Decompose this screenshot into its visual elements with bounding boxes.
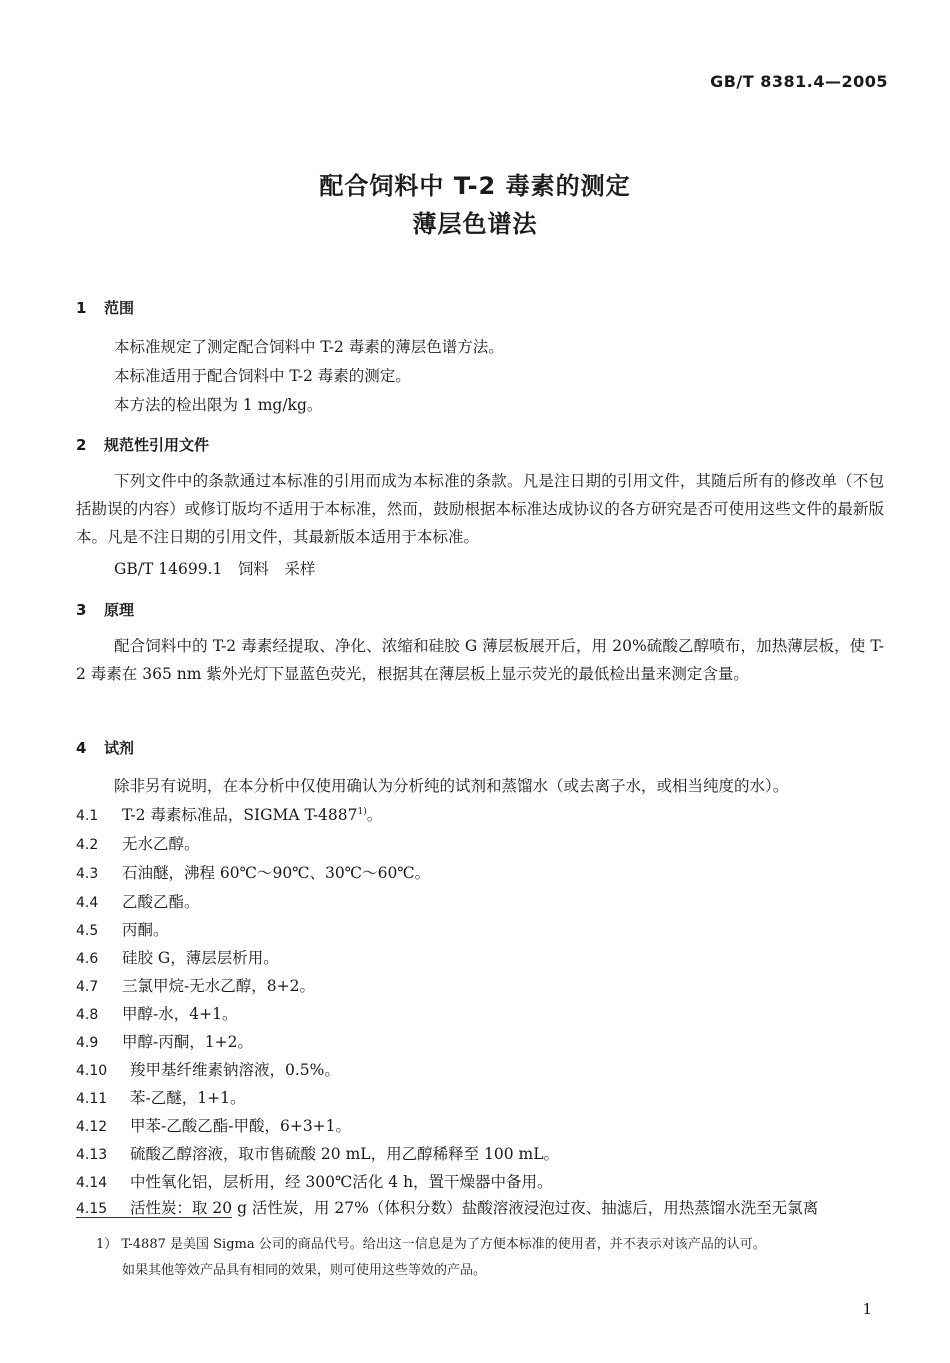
section-number: 2 [76, 436, 87, 454]
reagent-item [76, 803, 382, 825]
reagent-item [76, 1114, 351, 1136]
item-number: 4.1 [76, 808, 99, 824]
item-number: 4.11 [76, 1091, 108, 1107]
item-number: 4.14 [76, 1175, 108, 1191]
item-number: 4.13 [76, 1147, 108, 1163]
reagent-item [76, 1086, 245, 1108]
item-text: 中性氧化铝，层析用，经 300℃活化 4 h，置干燥器中备用。 [130, 1173, 553, 1191]
document-title: 配合饲料中 T-2 毒素的测定 [319, 172, 631, 200]
reagent-item [76, 1002, 237, 1024]
reagent-item [76, 974, 315, 996]
footnote-line: 1） T-4887 是美国 Sigma 公司的商品代号。给出这一信息是为了方便本标准的使用者，并不表示对该产品的认可。 [96, 1237, 766, 1252]
reagent-item [76, 1030, 253, 1052]
section-title: 范围 [104, 299, 135, 317]
normative-reference: GB/T 14699.1 饲料 采样 [114, 560, 316, 578]
item-text: 硅胶 G，薄层层析用。 [122, 949, 279, 967]
reagent-item [76, 946, 279, 968]
item-text: 甲苯-乙酸乙酯-甲酸，6+3+1。 [130, 1117, 352, 1135]
section-number: 3 [76, 601, 87, 619]
item-text: 丙酮。 [122, 921, 169, 939]
item-number: 4.5 [76, 923, 99, 939]
item-text: 羧甲基纤维素钠溶液，0.5%。 [130, 1061, 340, 1079]
section-4-heading [76, 737, 134, 758]
principle-paragraph: 配合饲料中的 T-2 毒素经提取、净化、浓缩和硅胶 G 薄层板展开后，用 20%硫酸乙醇喷布，加热薄层板，使 T-2 毒素在 365 nm 紫外光灯下显蓝色荧光，根据其在薄层板上显示荧光的最低检出量来测定含量。 [76, 637, 884, 683]
item-text: 甲醇-丙酮，1+2。 [122, 1033, 253, 1051]
reagent-item [76, 1142, 559, 1164]
item-number: 4.9 [76, 1035, 99, 1051]
item-number: 4.2 [76, 837, 99, 853]
standard-code: GB/T 8381.4—2005 [710, 72, 888, 91]
item-number: 4.8 [76, 1007, 99, 1023]
item-number: 4.10 [76, 1063, 108, 1079]
page-number: 1 [862, 1300, 872, 1318]
item-text: 无水乙醇。 [122, 835, 200, 853]
section-number: 1 [76, 299, 87, 317]
reagent-item [76, 1196, 818, 1218]
item-text: T-2 毒素标准品，SIGMA T-4887 [122, 806, 358, 824]
document-subtitle: 薄层色谱法 [412, 210, 538, 238]
item-tail: 。 [366, 806, 383, 824]
section-1-heading [76, 297, 134, 318]
footnote-ref: 1) [357, 806, 367, 817]
reagent-item [76, 832, 200, 854]
footnote-rule [76, 1217, 232, 1218]
item-text: 硫酸乙醇溶液，取市售硫酸 20 mL，用乙醇稀释至 100 mL。 [130, 1145, 559, 1163]
section-title: 原理 [104, 601, 135, 619]
item-number: 4.3 [76, 866, 99, 882]
scope-line: 本标准适用于配合饲料中 T-2 毒素的测定。 [114, 367, 411, 385]
item-text: 三氯甲烷-无水乙醇，8+2。 [122, 977, 315, 995]
item-text: 苯-乙醚，1+1。 [130, 1089, 246, 1107]
reagents-intro: 除非另有说明，在本分析中仅使用确认为分析纯的试剂和蒸馏水（或去离子水，或相当纯度的水）。 [114, 777, 789, 795]
section-2-heading [76, 434, 209, 455]
item-text: 活性炭：取 20 g 活性炭，用 27%（体积分数）盐酸溶液浸泡过夜、抽滤后，用热蒸馏水洗至无氯离 [130, 1199, 819, 1217]
footnote-line: 如果其他等效产品具有相同的效果，则可使用这些等效的产品。 [122, 1263, 487, 1278]
item-number: 4.6 [76, 951, 99, 967]
normative-paragraph: 下列文件中的条款通过本标准的引用而成为本标准的条款。凡是注日期的引用文件，其随后所有的修改单（不包括勘误的内容）或修订版均不适用于本标准，然而，鼓励根据本标准达成协议的各方研究是否可使用这些文件的最新版本。凡是不注日期的引用文件，其最新版本适用于本标准。 [76, 472, 884, 546]
reagent-item [76, 861, 430, 883]
item-number: 4.12 [76, 1119, 108, 1135]
item-text: 甲醇-水，4+1。 [122, 1005, 238, 1023]
scope-line: 本方法的检出限为 1 mg/kg。 [114, 396, 323, 414]
item-text: 石油醚，沸程 60℃～90℃、30℃～60℃。 [122, 864, 431, 882]
item-number: 4.15 [76, 1201, 108, 1217]
item-number: 4.7 [76, 979, 99, 995]
item-number: 4.4 [76, 895, 99, 911]
reagent-item [76, 890, 200, 912]
section-3-heading [76, 599, 134, 620]
scope-line: 本标准规定了测定配合饲料中 T-2 毒素的薄层色谱方法。 [114, 338, 504, 356]
reagent-item [76, 1170, 553, 1192]
item-text: 乙酸乙酯。 [122, 893, 200, 911]
reagent-item [76, 1058, 340, 1080]
reagent-item [76, 918, 169, 940]
section-title: 试剂 [104, 739, 135, 757]
section-number: 4 [76, 739, 87, 757]
section-title: 规范性引用文件 [104, 436, 210, 454]
